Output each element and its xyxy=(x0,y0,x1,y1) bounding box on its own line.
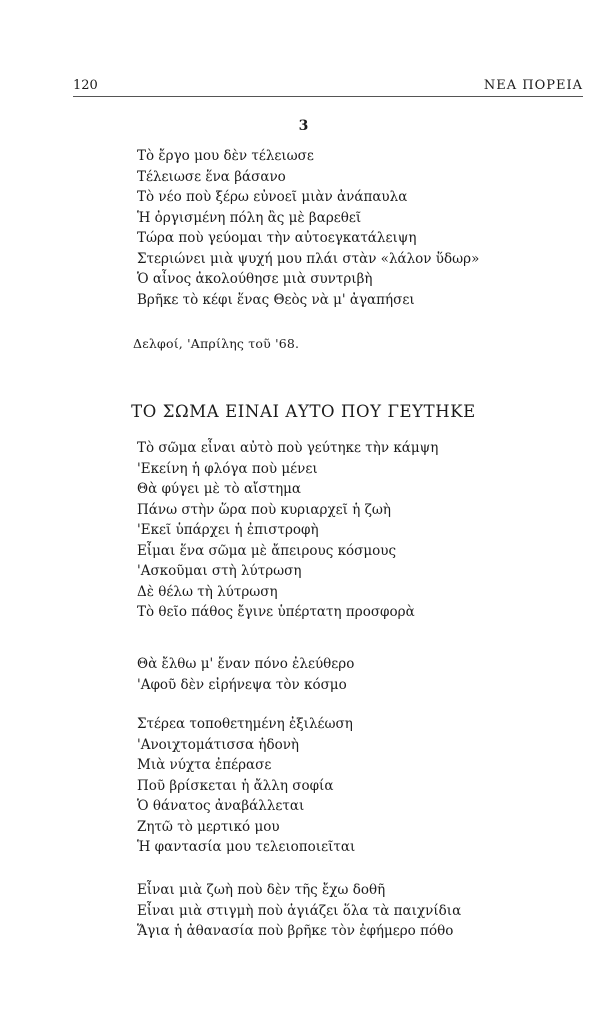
stanza-2 xyxy=(137,654,354,695)
section-3-stanza xyxy=(137,146,479,310)
verse-line: Ὁ θάνατος ἀναβάλλεται xyxy=(137,798,305,814)
page-number: 120 xyxy=(73,78,98,93)
section-number: 3 xyxy=(298,118,309,134)
verse-line: Εἶναι μιὰ ζωὴ ποὺ δὲν τῆς ἔχω δοθῆ xyxy=(137,882,386,898)
stanza-4 xyxy=(137,880,461,942)
verse-line: 'Εκείνη ἡ φλόγα ποὺ μένει xyxy=(137,460,318,477)
verse-line: Ζητῶ τὸ μερτικό μου xyxy=(137,818,280,835)
verse-line: Τὸ θεῖο πάθος ἔγινε ὑπέρτατη προσφορὰ xyxy=(137,604,415,620)
stanza-1 xyxy=(137,438,438,623)
verse-line: 'Ασκοῦμαι στὴ λύτρωση xyxy=(137,563,302,579)
verse-line: 'Αφοῦ δὲν εἰρήνεψα τὸν κόσμο xyxy=(137,676,347,693)
verse-line: 'Εκεῖ ὑπάρχει ἡ ἐπιστροφὴ xyxy=(137,522,319,538)
verse-line: Τὸ σῶμα εἶναι αὐτὸ ποὺ γεύτηκε τὴν κάμψη xyxy=(137,440,439,456)
verse-line: Μιὰ νύχτα ἐπέρασε xyxy=(137,757,272,773)
verse-line: Θὰ ἔλθω μ' ἕναν πόνο ἐλεύθερο xyxy=(137,656,355,672)
stanza-3 xyxy=(137,714,355,858)
verse-line: Τώρα ποὺ γεύομαι τὴν αὐτοεγκατάλειψη xyxy=(137,230,417,246)
verse-line: Ποῦ βρίσκεται ἡ ἄλλη σοφία xyxy=(137,777,334,794)
verse-line: 'Ανοιχτομάτισσα ἡδονὴ xyxy=(137,736,299,753)
page-header xyxy=(73,78,583,98)
verse-line: Τὸ ἔργο μου δὲν τέλειωσε xyxy=(137,148,314,164)
verse-line: Στεριώνει μιὰ ψυχή μου πλάι στὰν «λάλον ὕδωρ» xyxy=(137,250,480,267)
verse-line: Βρῆκε τὸ κέφι ἕνας Θεὸς νὰ μ' ἀγαπήσει xyxy=(137,291,415,308)
verse-line: Εἶναι μιὰ στιγμὴ ποὺ ἁγιάζει ὅλα τὰ παιχνίδια xyxy=(137,902,462,919)
running-title: ΝΕΑ ΠΟΡΕΙΑ xyxy=(483,78,583,93)
verse-line: Ὁ αἶνος ἀκολούθησε μιὰ συντριβὴ xyxy=(137,271,373,287)
verse-line: Στέρεα τοποθετημένη ἐξιλέωση xyxy=(137,716,353,732)
verse-line: Εἶμαι ἕνα σῶμα μὲ ἄπειρους κόσμους xyxy=(137,542,397,559)
poem-title: ΤΟ ΣΩΜΑ ΕΙΝΑΙ ΑΥΤΟ ΠΟΥ ΓΕΥΤΗΚΕ xyxy=(131,402,476,421)
verse-line: Δὲ θέλω τὴ λύτρωση xyxy=(137,583,278,600)
header-rule xyxy=(73,96,583,97)
verse-line: Πάνω στὴν ὥρα ποὺ κυριαρχεῖ ἡ ζωὴ xyxy=(137,501,391,518)
verse-line: Τέλειωσε ἕνα βάσανο xyxy=(137,168,286,185)
verse-line: Τὸ νέο ποὺ ξέρω εὐνοεῖ μιὰν ἀνάπαυλα xyxy=(137,189,408,205)
verse-line: Ἡ φαντασία μου τελειοποιεῖται xyxy=(137,839,356,855)
verse-line: Ἡ ὀργισμένη πόλη ἂς μὲ βαρεθεῖ xyxy=(137,209,362,226)
verse-line: Θὰ φύγει μὲ τὸ αἴστημα xyxy=(137,481,302,497)
verse-line: Ἅγια ἡ ἀθανασία ποὺ βρῆκε τὸν ἐφήμερο πόθο xyxy=(137,923,454,939)
dateline: Δελφοί, 'Απρίλης τοῦ '68. xyxy=(133,336,300,351)
